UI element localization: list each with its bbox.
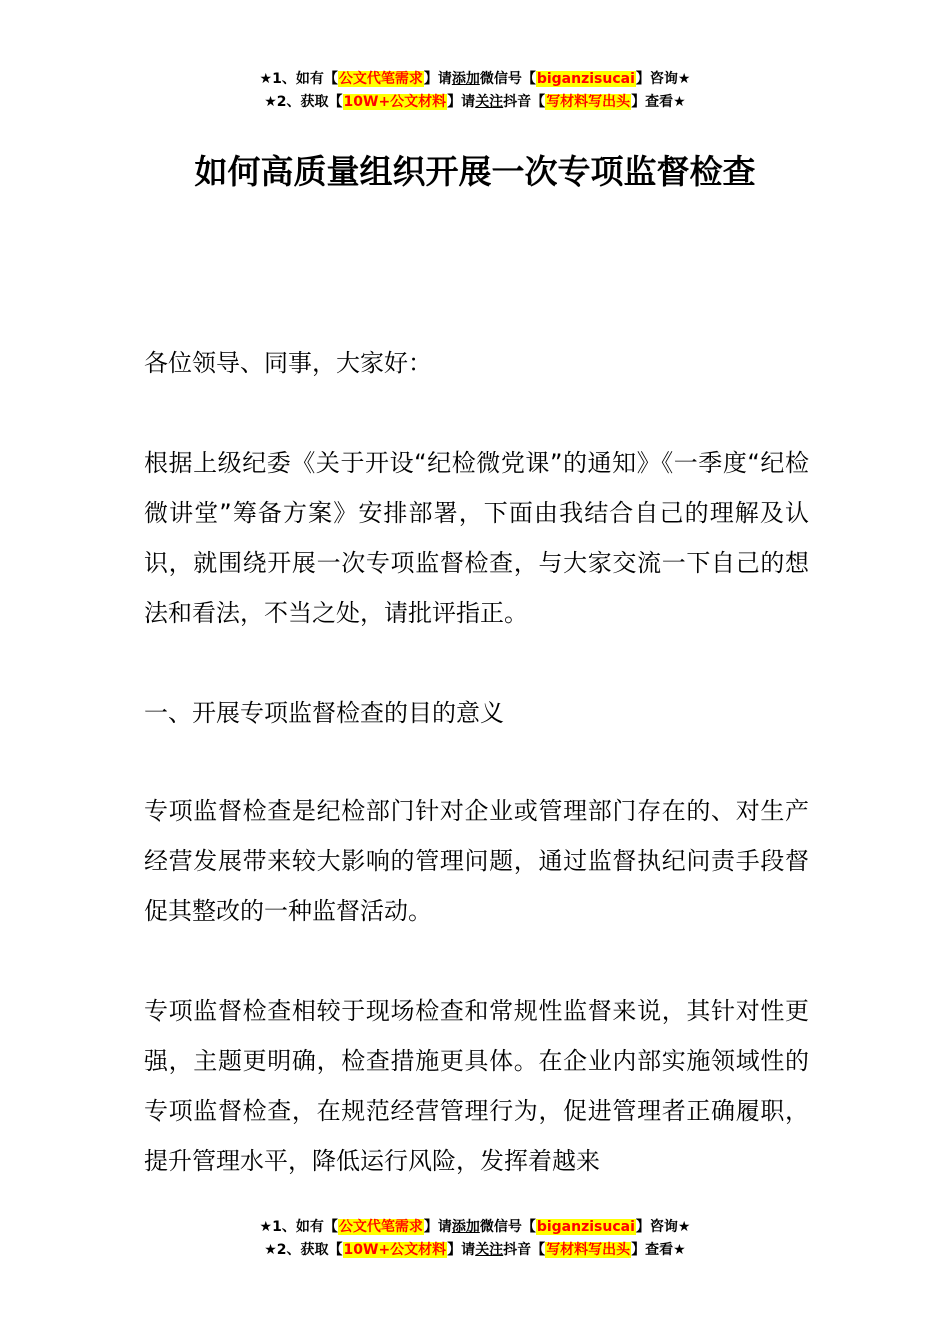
banner-line-1: ★1、如有【公文代笔需求】请添加微信号【biganzisucai】咨询★ [259,1219,691,1235]
highlight-douyin-account: 写材料写出头 [546,94,631,110]
banner-line-2: ★2、获取【10W+公文材料】请关注抖音【写材料写出头】查看★ [264,1242,686,1258]
highlight-service: 公文代笔需求 [338,1219,423,1235]
paragraph-definition: 专项监督检查是纪检部门针对企业或管理部门存在的、对生产经营发展带来较大影响的管理问题，通过监督执纪问责手段督促其整改的一种监督活动。 [144,797,809,925]
highlight-wechat-id: biganzisucai [536,71,635,87]
banner-line-1: ★1、如有【公文代笔需求】请添加微信号【biganzisucai】咨询★ [259,71,691,87]
highlight-materials: 10W+公文材料 [343,1242,447,1258]
highlight-service: 公文代笔需求 [338,71,423,87]
highlight-materials: 10W+公文材料 [343,94,447,110]
header-banner [0,68,950,114]
footer-banner [0,1216,950,1262]
section-heading-1: 一、开展专项监督检查的目的意义 [144,699,504,727]
highlight-douyin-account: 写材料写出头 [546,1242,631,1258]
paragraph-comparison: 专项监督检查相较于现场检查和常规性监督来说，其针对性更强，主题更明确，检查措施更具体。在企业内部实施领域性的专项监督检查，在规范经营管理行为，促进管理者正确履职，提升管理水平，降低运行风险，发挥着越来 [144,997,809,1175]
banner-line-2: ★2、获取【10W+公文材料】请关注抖音【写材料写出头】查看★ [264,94,686,110]
greeting: 各位领导、同事，大家好： [144,349,432,377]
paragraph-intro: 根据上级纪委《关于开设“纪检微党课”的通知》《一季度“纪检微讲堂”筹备方案》安排部署，下面由我结合自己的理解及认识，就围绕开展一次专项监督检查，与大家交流一下自己的想法和看法，不当之处，请批评指正。 [144,449,809,627]
highlight-wechat-id: biganzisucai [536,1219,635,1235]
document-title: 如何高质量组织开展一次专项监督检查 [194,152,756,191]
